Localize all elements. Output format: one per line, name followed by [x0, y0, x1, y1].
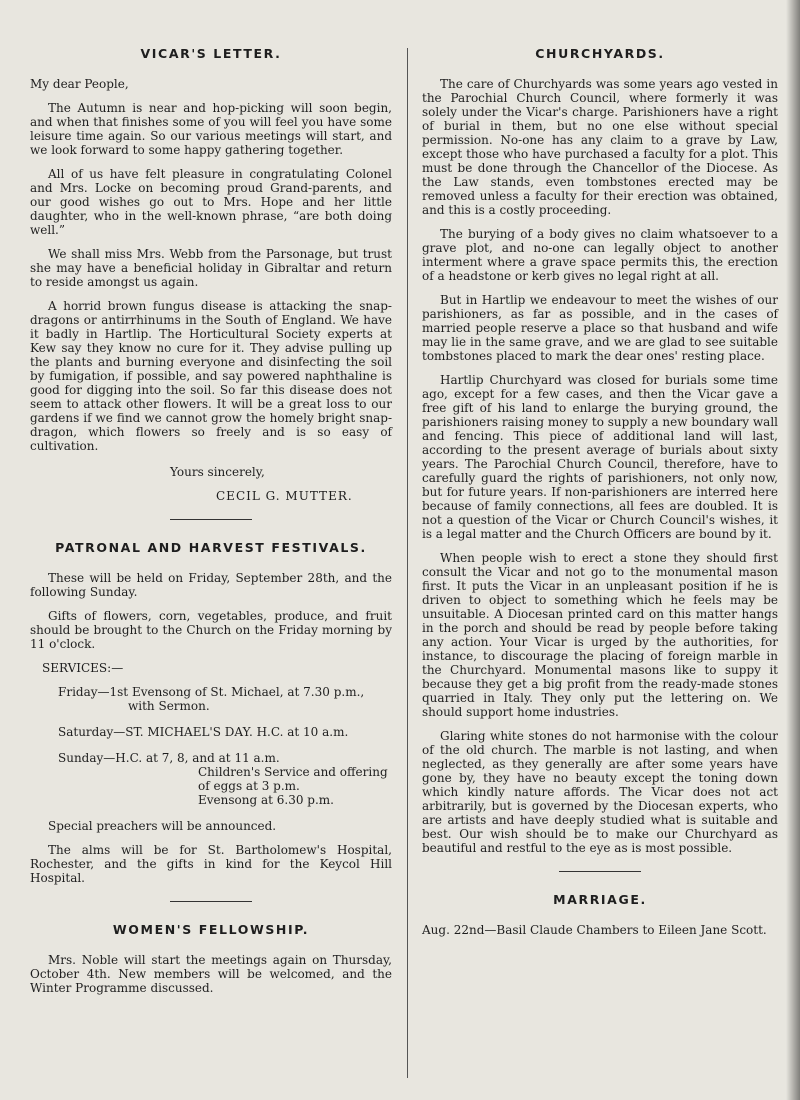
marriage-section: [422, 892, 778, 937]
salutation: My dear People,: [30, 77, 129, 91]
binding-shadow: [786, 0, 800, 1100]
service-text: Sunday—H.C. at 7, 8, and at 11 a.m.: [58, 751, 280, 765]
churchyards-paragraph: Glaring white stones do not harmonise with the colour of the old church. The marble is not lasting, and when neglected, as they generally are after some years have gone by, they have no beauty except the toning down which kindly nature affords. The Vicar does not act arbitrarily, but is governed by the Diocesan experts, who are artists and have deeply studied what is suitable and best. Our wish should be to make our Churchyard as beautiful and restful to the eye as is most possible.: [422, 729, 778, 855]
service-extra: Children's Service and offering of eggs at 3 p.m.: [198, 765, 388, 793]
letter-signature: CECIL G. MUTTER.: [216, 489, 353, 503]
section-divider: [559, 871, 641, 872]
churchyards-paragraph: But in Hartlip we endeavour to meet the wishes of our parishioners, as far as possible, and in the cases of married people reserve a place so that husband and wife may lie in the same grave, and we are glad to see suitable tombstones placed to mark the dear ones' resting place.: [422, 293, 778, 363]
service-item: [30, 725, 392, 739]
right-column: [422, 46, 778, 937]
column-rule: [407, 48, 408, 1078]
festivals-heading: PATRONAL AND HARVEST FESTIVALS.: [55, 540, 367, 555]
section-divider: [170, 901, 252, 902]
letter-paragraph: The Autumn is near and hop-picking will soon begin, and when that finishes some of you will feel you have some leisure time again. So our various meetings will start, and we look forward to some happy gathering together.: [30, 101, 392, 157]
churchyards-heading: CHURCHYARDS.: [535, 46, 665, 61]
service-extra: Evensong at 6.30 p.m.: [198, 793, 334, 807]
alms-note: The alms will be for St. Bartholomew's Hospital, Rochester, and the gifts in kind for the Keycol Hill Hospital.: [30, 843, 392, 885]
left-column: [30, 46, 392, 1005]
letter-closing: Yours sincerely,: [170, 465, 265, 479]
preachers-note: Special preachers will be announced.: [48, 819, 277, 833]
festivals-paragraph: These will be held on Friday, September 28th, and the following Sunday.: [30, 571, 392, 599]
service-text: Friday—1st Evensong of St. Michael, at 7.30 p.m., with Sermon.: [58, 685, 365, 713]
churchyards-paragraph: Hartlip Churchyard was closed for burials some time ago, except for a few cases, and then the Vicar gave a free gift of his land to enlarge the burying ground, the parishioners raising money to supply a new boundary wall and fencing. This piece of additional land will last, according to the present average of burials about sixty years. The Parochial Church Council, therefore, have to carefully guard the rights of parishioners, not only now, but for future years. If non-parishioners are interred here because of family connections, all fees are doubled. It is not a question of the Vicar or Church Council's wishes, it is a legal matter and the Church Officers are bound by it.: [422, 373, 778, 541]
letter-paragraph: A horrid brown fungus disease is attacking the snap-dragons or antirrhinums in the South of England. We have it badly in Hartlip. The Horticultural Society experts at Kew say they know no cure for it. They advise pulling up the plants and burning everyone and disinfecting the soil by fumigation, if possible, and say powered naphthaline is good for digging into the soil. So far this disease does not seem to attack other flowers. It will be a great loss to our gardens if we find we cannot grow the homely bright snap-dragon, which flowers so freely and is so easy of cultivation.: [30, 299, 392, 453]
womens-fellowship-section: [30, 922, 392, 995]
services-heading: SERVICES:—: [42, 661, 124, 675]
letter-paragraph: All of us have felt pleasure in congratulating Colonel and Mrs. Locke on becoming proud Grand-parents, and our good wishes go out to Mrs. Hope and her little daughter, who in the well-known phrase, “are both doing well.”: [30, 167, 392, 237]
churchyards-paragraph: The burying of a body gives no claim whatsoever to a grave plot, and no-one can legally object to another interment where a grave space permits this, the erection of a headstone or kerb gives no legal right at all.: [422, 227, 778, 283]
vicars-letter-heading: VICAR'S LETTER.: [140, 46, 282, 61]
marriage-entry: Aug. 22nd—Basil Claude Chambers to Eileen Jane Scott.: [422, 923, 767, 937]
section-divider: [170, 519, 252, 520]
churchyards-paragraph: The care of Churchyards was some years ago vested in the Parochial Church Council, where formerly it was solely under the Vicar's charge. Parishioners have a right of burial in them, but no one else without special permission. No-one has any claim to a grave by Law, except those who have purchased a faculty for a plot. This must be done through the Chancellor of the Diocese. As the Law stands, even tombstones erected may be removed unless a faculty for their erection was obtained, and this is a costly proceeding.: [422, 77, 778, 217]
service-item: [30, 751, 392, 807]
service-text: Saturday—ST. MICHAEL'S DAY. H.C. at 10 a.m.: [58, 725, 349, 739]
vicars-letter-section: [30, 46, 392, 503]
marriage-heading: MARRIAGE.: [553, 892, 647, 907]
festivals-paragraph: Gifts of flowers, corn, vegetables, produce, and fruit should be brought to the Church on the Friday morning by 11 o'clock.: [30, 609, 392, 651]
churchyards-paragraph: When people wish to erect a stone they should first consult the Vicar and not go to the monumental mason first. It puts the Vicar in an unpleasant position if he is driven to object to something which he feels may be unsuitable. A Diocesan printed card on this matter hangs in the porch and should be read by people before taking any action. Your Vicar is urged by the authorities, for instance, to discourage the placing of foreign marble in the Churchyard. Monumental masons like to suppy it because they get a big profit from the ready-made stones quarried in Italy. They only put the lettering on. We should support home industries.: [422, 551, 778, 719]
festivals-section: [30, 540, 392, 885]
womens-fellowship-paragraph: Mrs. Noble will start the meetings again on Thursday, October 4th. New members will be welcomed, and the Winter Programme discussed.: [30, 953, 392, 995]
letter-paragraph: We shall miss Mrs. Webb from the Parsonage, but trust she may have a beneficial holiday in Gibraltar and return to reside amongst us again.: [30, 247, 392, 289]
service-item: [30, 685, 392, 713]
womens-fellowship-heading: WOMEN'S FELLOWSHIP.: [112, 922, 310, 937]
churchyards-section: [422, 46, 778, 855]
